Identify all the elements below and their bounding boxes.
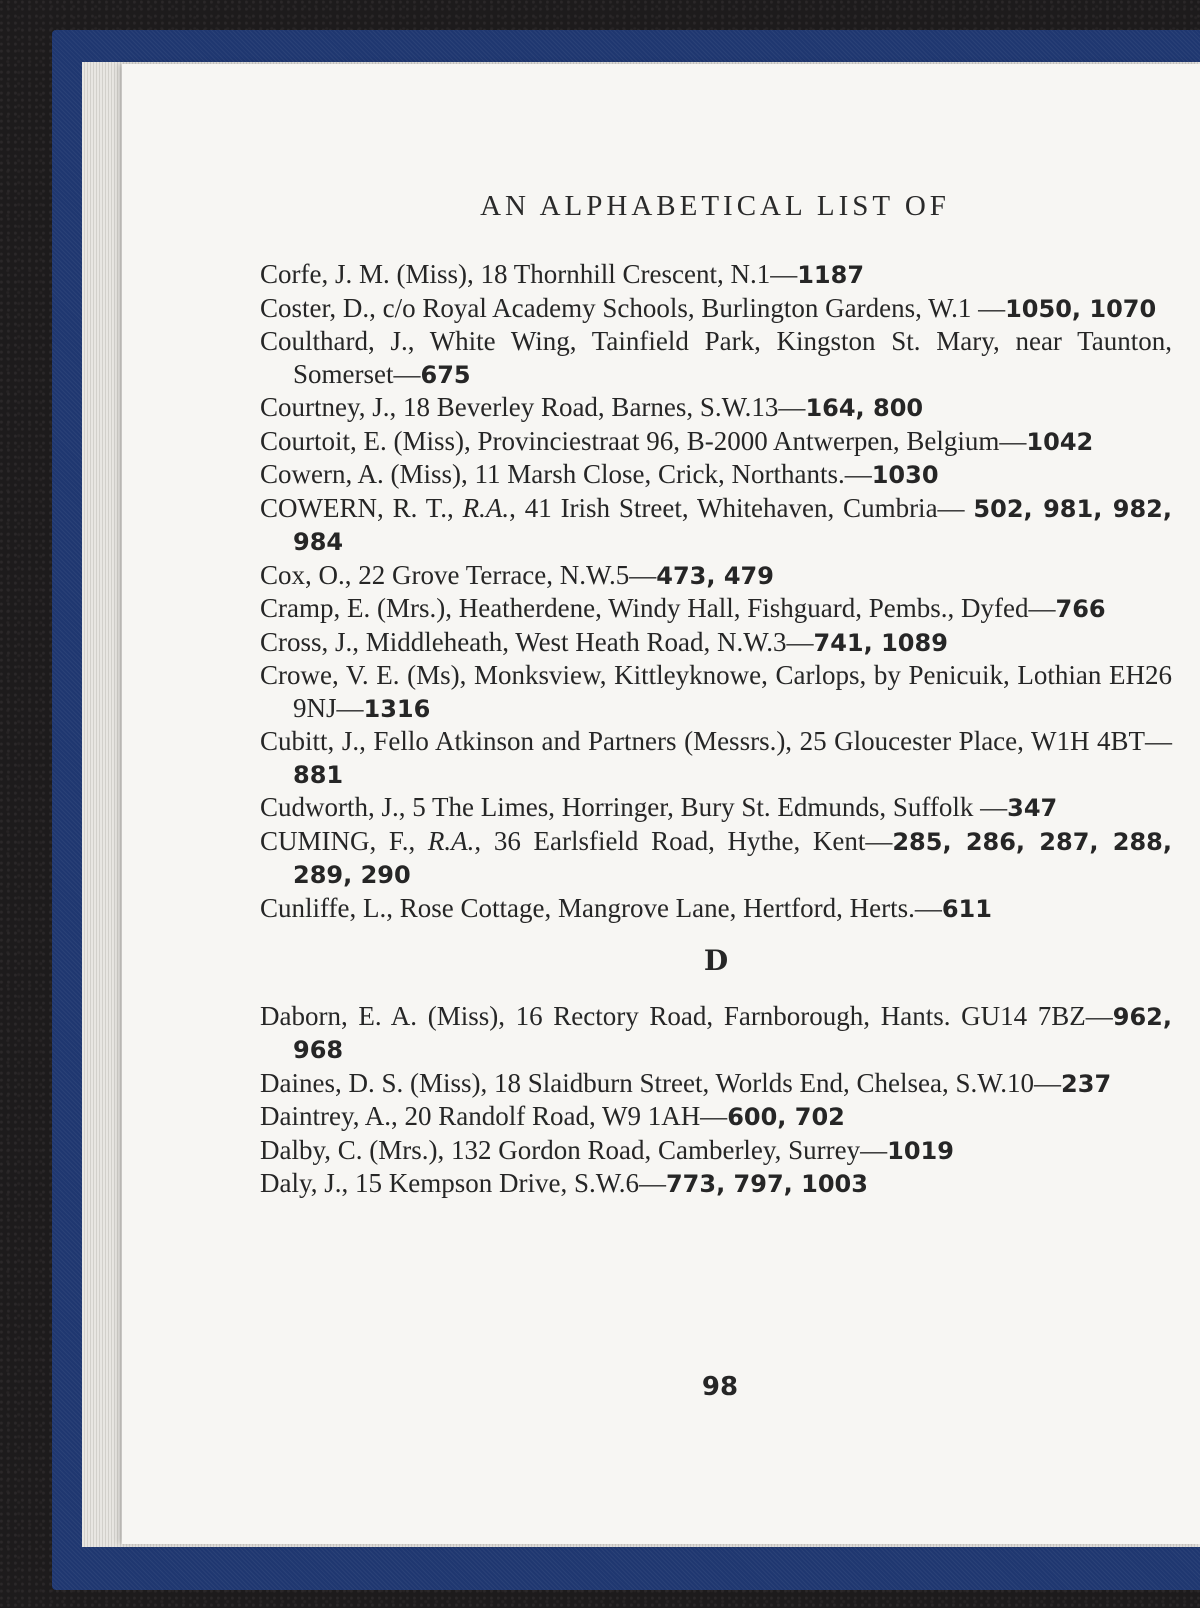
list-entry: Dalby, C. (Mrs.), 132 Gordon Road, Camberley, Surrey—1019 <box>260 1134 954 1165</box>
list-entry: Corfe, J. M. (Miss), 18 Thornhill Crescent, N.1—1187 <box>260 259 865 289</box>
list-entry: Daly, J., 15 Kempson Drive, S.W.6—773, 797, 1003 <box>260 1168 868 1198</box>
list-entry: Cramp, E. (Mrs.), Heatherdene, Windy Hall, Fishguard, Pembs., Dyfed—766 <box>260 593 1106 623</box>
list-entry: Coster, D., c/o Royal Academy Schools, Burlington Gardens, W.1 —1050, 1070 <box>260 292 1157 323</box>
list-entry: Courtney, J., 18 Beverley Road, Barnes, S.W.13—164, 800 <box>260 392 924 422</box>
list-entry: Coulthard, J., White Wing, Tainfield Park, Kingston St. Mary, near Taunton, Somerset—675 <box>260 326 1172 389</box>
list-entry-academician: COWERN, R. T., R.A., 41 Irish Street, Whitehaven, Cumbria— 502, 981, 982, 984 <box>260 492 1172 556</box>
list-entry: Cox, O., 22 Grove Terrace, N.W.5—473, 479 <box>260 559 774 590</box>
list-entry: Daines, D. S. (Miss), 18 Slaidburn Street, Worlds End, Chelsea, S.W.10—237 <box>260 1067 1112 1098</box>
list-entry-academician: CUMING, F., R.A., 36 Earlsfield Road, Hythe, Kent—285, 286, 287, 288, 289, 290 <box>260 825 1172 889</box>
list-entry: Cowern, A. (Miss), 11 Marsh Close, Crick, Northants.—1030 <box>260 459 939 489</box>
list-entry: Courtoit, E. (Miss), Provinciestraat 96, B-2000 Antwerpen, Belgium—1042 <box>260 425 1094 456</box>
list-entry: Crowe, V. E. (Ms), Monksview, Kittleyknowe, Carlops, by Penicuik, Lothian EH26 9NJ—1316 <box>260 660 1172 723</box>
entry-list <box>260 258 1172 1201</box>
list-entry: Cubitt, J., Fello Atkinson and Partners (Messrs.), 25 Gloucester Place, W1H 4BT—881 <box>260 726 1172 789</box>
list-entry: Cunliffe, L., Rose Cottage, Mangrove Lane, Hertford, Herts.—611 <box>260 892 992 923</box>
list-entry: Cudworth, J., 5 The Limes, Horringer, Bury St. Edmunds, Suffolk —347 <box>260 792 1058 822</box>
list-entry: Daborn, E. A. (Miss), 16 Rectory Road, Farnborough, Hants. GU14 7BZ—962, 968 <box>260 1000 1172 1064</box>
section-letter: D <box>703 944 729 977</box>
list-entry: Daintrey, A., 20 Randolf Road, W9 1AH—600, 702 <box>260 1101 845 1131</box>
list-entry: Cross, J., Middleheath, West Heath Road, N.W.3—741, 1089 <box>260 626 948 657</box>
page-number: 98 <box>701 1372 739 1402</box>
page-heading: AN ALPHABETICAL LIST OF <box>480 190 950 222</box>
